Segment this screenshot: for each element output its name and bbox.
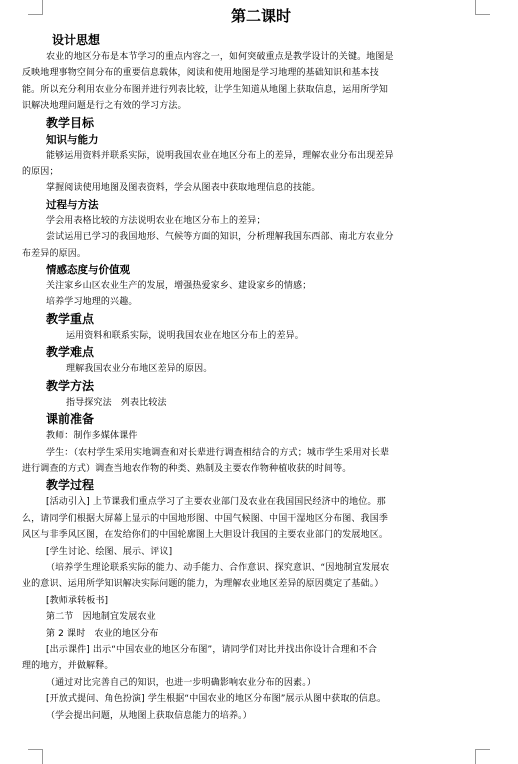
goals-heading: 教学目标 xyxy=(46,115,95,130)
key-points-text: 运用资料和联系实际，说明我国农业在地区分布上的差异。 xyxy=(66,330,304,341)
document-page xyxy=(22,4,500,724)
difficulty-text: 理解我国农业分布地区差异的原因。 xyxy=(66,364,213,375)
key-points-heading: 教学重点 xyxy=(46,311,95,326)
transition-note: [教师承转板书] xyxy=(46,595,109,606)
prep-students-line: 进行调查的方式）调查当地农作物的种类、熟制及主要农作物种植收获的时间等。 xyxy=(22,463,352,474)
courseware-line: 理的地方，并做解释。 xyxy=(22,661,114,672)
intro-line: [活动引入] 上节课我们重点学习了主要农业部门及农业在我国国民经济中的地位。那 xyxy=(46,497,386,508)
difficulty-heading: 教学难点 xyxy=(46,345,95,360)
courseware-line: [出示课件] 出示“中国农业的地区分布图”，请同学们对比并找出你设计合理和不合 xyxy=(46,644,378,655)
page-corner-mark-bottom-left xyxy=(28,749,43,764)
intro-line: 风区与非季风区图，在发给你们的中国轮廓图上大胆设计我国的主要农业部门的发展地区。 xyxy=(22,530,389,541)
process-method-heading: 过程与方法 xyxy=(46,198,99,211)
section-title: 第二节 因地制宜发展农业 xyxy=(46,612,156,623)
emotion-line: 培养学习地理的兴趣。 xyxy=(46,297,138,308)
note-line: （学会提出问题，从地图上获取信息能力的培养。） xyxy=(46,710,252,721)
cultivate-line: （培养学生理论联系实际的能力、动手能力、合作意识、探究意识、“因地制宜发展农 xyxy=(46,562,390,573)
process-method-line: 学会用表格比较的方法说明农业在地区分布上的差异； xyxy=(46,215,266,226)
methods-heading: 教学方法 xyxy=(46,378,95,393)
emotion-heading: 情感态度与价值观 xyxy=(46,264,130,277)
knowledge-line: 能够运用资料并联系实际，说明我国农业在地区分布上的差异，理解农业分布出现差异 xyxy=(46,150,394,161)
lesson-title: 第 2 课时 农业的地区分布 xyxy=(46,628,159,639)
design-line: 反映地理事物空间分布的重要信息载体，阅读和使用地图是学习地理的基础知识和基本技 xyxy=(22,68,379,79)
page-corner-mark-bottom-right xyxy=(475,749,490,764)
prep-teacher: 教师：制作多媒体课件 xyxy=(46,431,138,442)
note-line: （通过对比完善自己的知识，也进一步明确影响农业分布的因素。） xyxy=(46,677,317,688)
design-heading: 设计思想 xyxy=(52,33,101,47)
emotion-line: 关注家乡山区农业生产的发展，增强热爱家乡、建设家乡的情感； xyxy=(46,281,312,292)
design-paragraph xyxy=(22,49,500,115)
process-method-line: 尝试运用已学习的我国地形、气候等方面的知识，分析理解我国东西部、南北方农业分 xyxy=(46,232,394,243)
design-line: 能。所以充分利用农业分布图并进行列表比较，让学生知道从地图上获取信息，运用所学知 xyxy=(22,84,389,95)
knowledge-heading: 知识与能力 xyxy=(46,133,99,146)
process-heading: 教学过程 xyxy=(46,478,95,493)
design-line: 识解决地理问题是行之有效的学习方法。 xyxy=(22,101,187,112)
page-title: 第二课时 xyxy=(230,7,291,25)
process-method-line: 布差异的原因。 xyxy=(22,248,87,259)
open-question-line: [开放式提问、角色扮演] 学生根据“中国农业的地区分布图”展示从图中获取的信息。 xyxy=(46,694,387,705)
prep-students-line: 学生：（农村学生采用实地调查和对长辈进行调查相结合的方式；城市学生采用对长辈 xyxy=(46,447,390,458)
knowledge-line: 掌握阅读使用地图及图表资料，学会从图表中获取地理信息的技能。 xyxy=(46,183,321,194)
activity-note: [学生讨论、绘图、展示、评议] xyxy=(46,546,173,557)
design-line: 农业的地区分布是本节学习的重点内容之一，如何突破重点是教学设计的关键。地图是 xyxy=(46,52,394,62)
prep-heading: 课前准备 xyxy=(46,412,95,427)
methods-text: 指导探究法 列表比较法 xyxy=(66,397,167,408)
intro-line: 么，请同学们根据大屏幕上显示的中国地形图、中国气候图、中国干湿地区分布图、我国季 xyxy=(22,513,389,524)
knowledge-line: 的原因； xyxy=(22,167,59,178)
cultivate-line: 业的意识、运用所学知识解决实际问题的能力，为理解农业地区差异的原因奠定了基础。） xyxy=(22,579,384,590)
